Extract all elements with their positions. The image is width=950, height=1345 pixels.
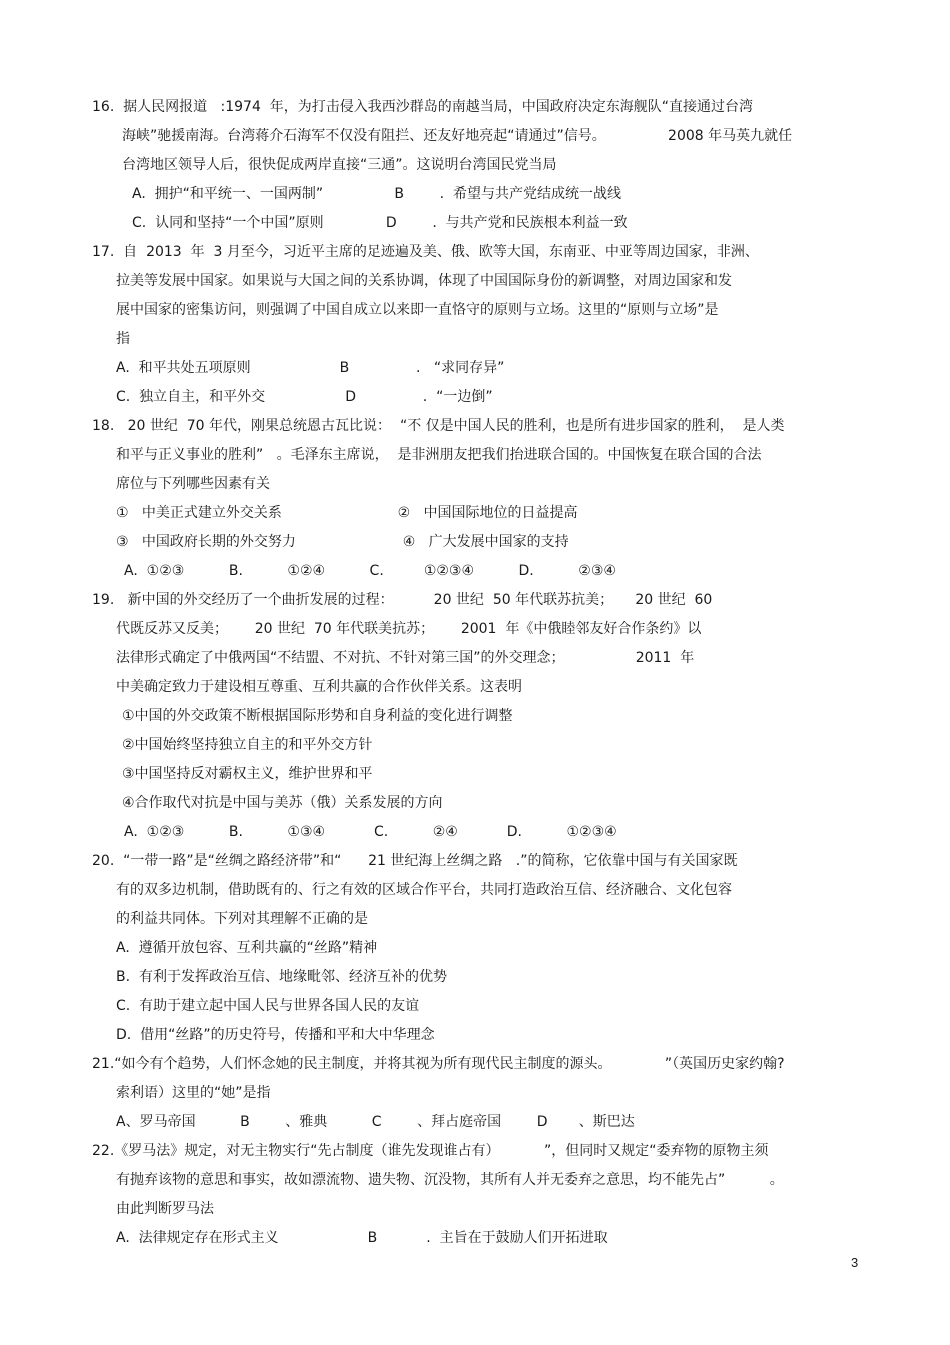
answer-option-line: D. 借用“丝路”的历史符号，传播和平和大中华理念 [116,1027,435,1043]
answer-option-line: A、罗马帝国 B 、雅典 C 、拜占庭帝国 D 、斯巴达 [116,1114,635,1130]
answer-option-line: A. 遵循开放包容、互利共赢的“丝路”精神 [116,940,378,956]
question-text-line: 席位与下列哪些因素有关 [116,476,270,492]
answer-option-line: ④合作取代对抗是中国与美苏（俄）关系发展的方向 [122,795,443,811]
question-text-line: 由此判断罗马法 [116,1201,214,1217]
question-text-line: 有的双多边机制，借助既有的、行之有效的区域合作平台，共同打造政治互信、经济融合、文化包容 [116,882,732,898]
question-text-line: 22.《罗马法》规定，对无主物实行“先占制度（谁先发现谁占有） ”，但同时又规定“委弃物的原物主须 [92,1143,769,1159]
question-text-line: 19. 新中国的外交经历了一个曲折发展的过程： 20 世纪 50 年代联苏抗美； 20 世纪 60 [92,592,713,608]
answer-option-line: A. 和平共处五项原则 B . “求同存异” [116,360,505,376]
question-text-line: 展中国家的密集访问，则强调了中国自成立以来即一直恪守的原则与立场。这里的“原则与立场”是 [116,302,719,318]
answer-option-line: ②中国始终坚持独立自主的和平外交方针 [122,737,373,753]
answer-option-line: A. 拥护“和平统一、一国两制” B . 希望与共产党结成统一战线 [132,186,621,202]
question-text-line: 20. “一带一路”是“丝绸之路经济带”和“ 21 世纪海上丝绸之路 .”的简称，它依靠中国与有关国家既 [92,853,738,869]
question-text-line: 21.“如今有个趋势，人们怀念她的民主制度，并将其视为所有现代民主制度的源头。 ”（英国历史家约翰? [92,1056,785,1072]
answer-option-line: A. ①②③ B. ①③④ C. ②④ D. ①②③④ [124,824,617,840]
question-text-line: 拉美等发展中国家。如果说与大国之间的关系协调，体现了中国国际身份的新调整，对周边国家和发 [116,273,732,289]
answer-option-line: C. 有助于建立起中国人民与世界各国人民的友谊 [116,998,420,1014]
question-text-line: 台湾地区领导人后，很快促成两岸直接“三通”。这说明台湾国民党当局 [122,157,557,173]
answer-option-line: A. 法律规定存在形式主义 B . 主旨在于鼓励人们开拓进取 [116,1230,608,1246]
answer-option-line: C. 独立自主，和平外交 D . “一边倒” [116,389,493,405]
question-text-line: 16. 据人民网报道 :1974 年，为打击侵入我西沙群岛的南越当局，中国政府决定东海舰队“直接通过台湾 [92,99,754,115]
question-text-line: 18. 20 世纪 70 年代，刚果总统恩古瓦比说： “不 仅是中国人民的胜利，也是所有进步国家的胜利， 是人类 [92,418,785,434]
question-text-line: 17. 自 2013 年 3 月至今，习近平主席的足迹遍及美、俄、欧等大国，东南亚、中亚等周边国家，非洲、 [92,244,759,260]
question-text-line: 海峡”驰援南海。台湾蒋介石海军不仅没有阻拦、还友好地亮起“请通过”信号。 2008 年马英九就任 [122,128,793,144]
question-text-line: 的利益共同体。下列对其理解不正确的是 [116,911,368,927]
question-text-line: 索利语）这里的“她”是指 [116,1085,271,1101]
question-text-line: 中美确定致力于建设相互尊重、互利共赢的合作伙伴关系。这表明 [116,679,522,695]
page-number: 3 [851,1255,859,1270]
answer-option-line: B. 有利于发挥政治互信、地缘毗邻、经济互补的优势 [116,969,447,985]
question-text-line: 有抛弃该物的意思和事实，故如漂流物、遗失物、沉没物，其所有人并无委弃之意思，均不能先占” 。 [116,1172,784,1188]
answer-option-line: ③中国坚持反对霸权主义，维护世界和平 [122,766,373,782]
question-text-line: 代既反苏又反美； 20 世纪 70 年代联美抗苏； 2001 年《中俄睦邻友好合作条约》以 [116,621,702,637]
answer-option-line: ①中国的外交政策不断根据国际形势和自身利益的变化进行调整 [122,708,513,724]
answer-option-line: ③ 中国政府长期的外交努力 ④ 广大发展中国家的支持 [116,534,569,550]
question-text-line: 法律形式确定了中俄两国“不结盟、不对抗、不针对第三国”的外交理念； 2011 年 [116,650,695,666]
answer-option-line: C. 认同和坚持“一个中国”原则 D . 与共产党和民族根本利益一致 [132,215,628,231]
answer-option-line: A. ①②③ B. ①②④ C. ①②③④ D. ②③④ [124,563,616,579]
question-text-line: 指 [116,331,130,347]
question-text-line: 和平与正义事业的胜利” 。毛泽东主席说， 是非洲朋友把我们抬进联合国的。中国恢复在联合国的合法 [116,447,762,463]
answer-option-line: ① 中美正式建立外交关系 ② 中国国际地位的日益提高 [116,505,578,521]
